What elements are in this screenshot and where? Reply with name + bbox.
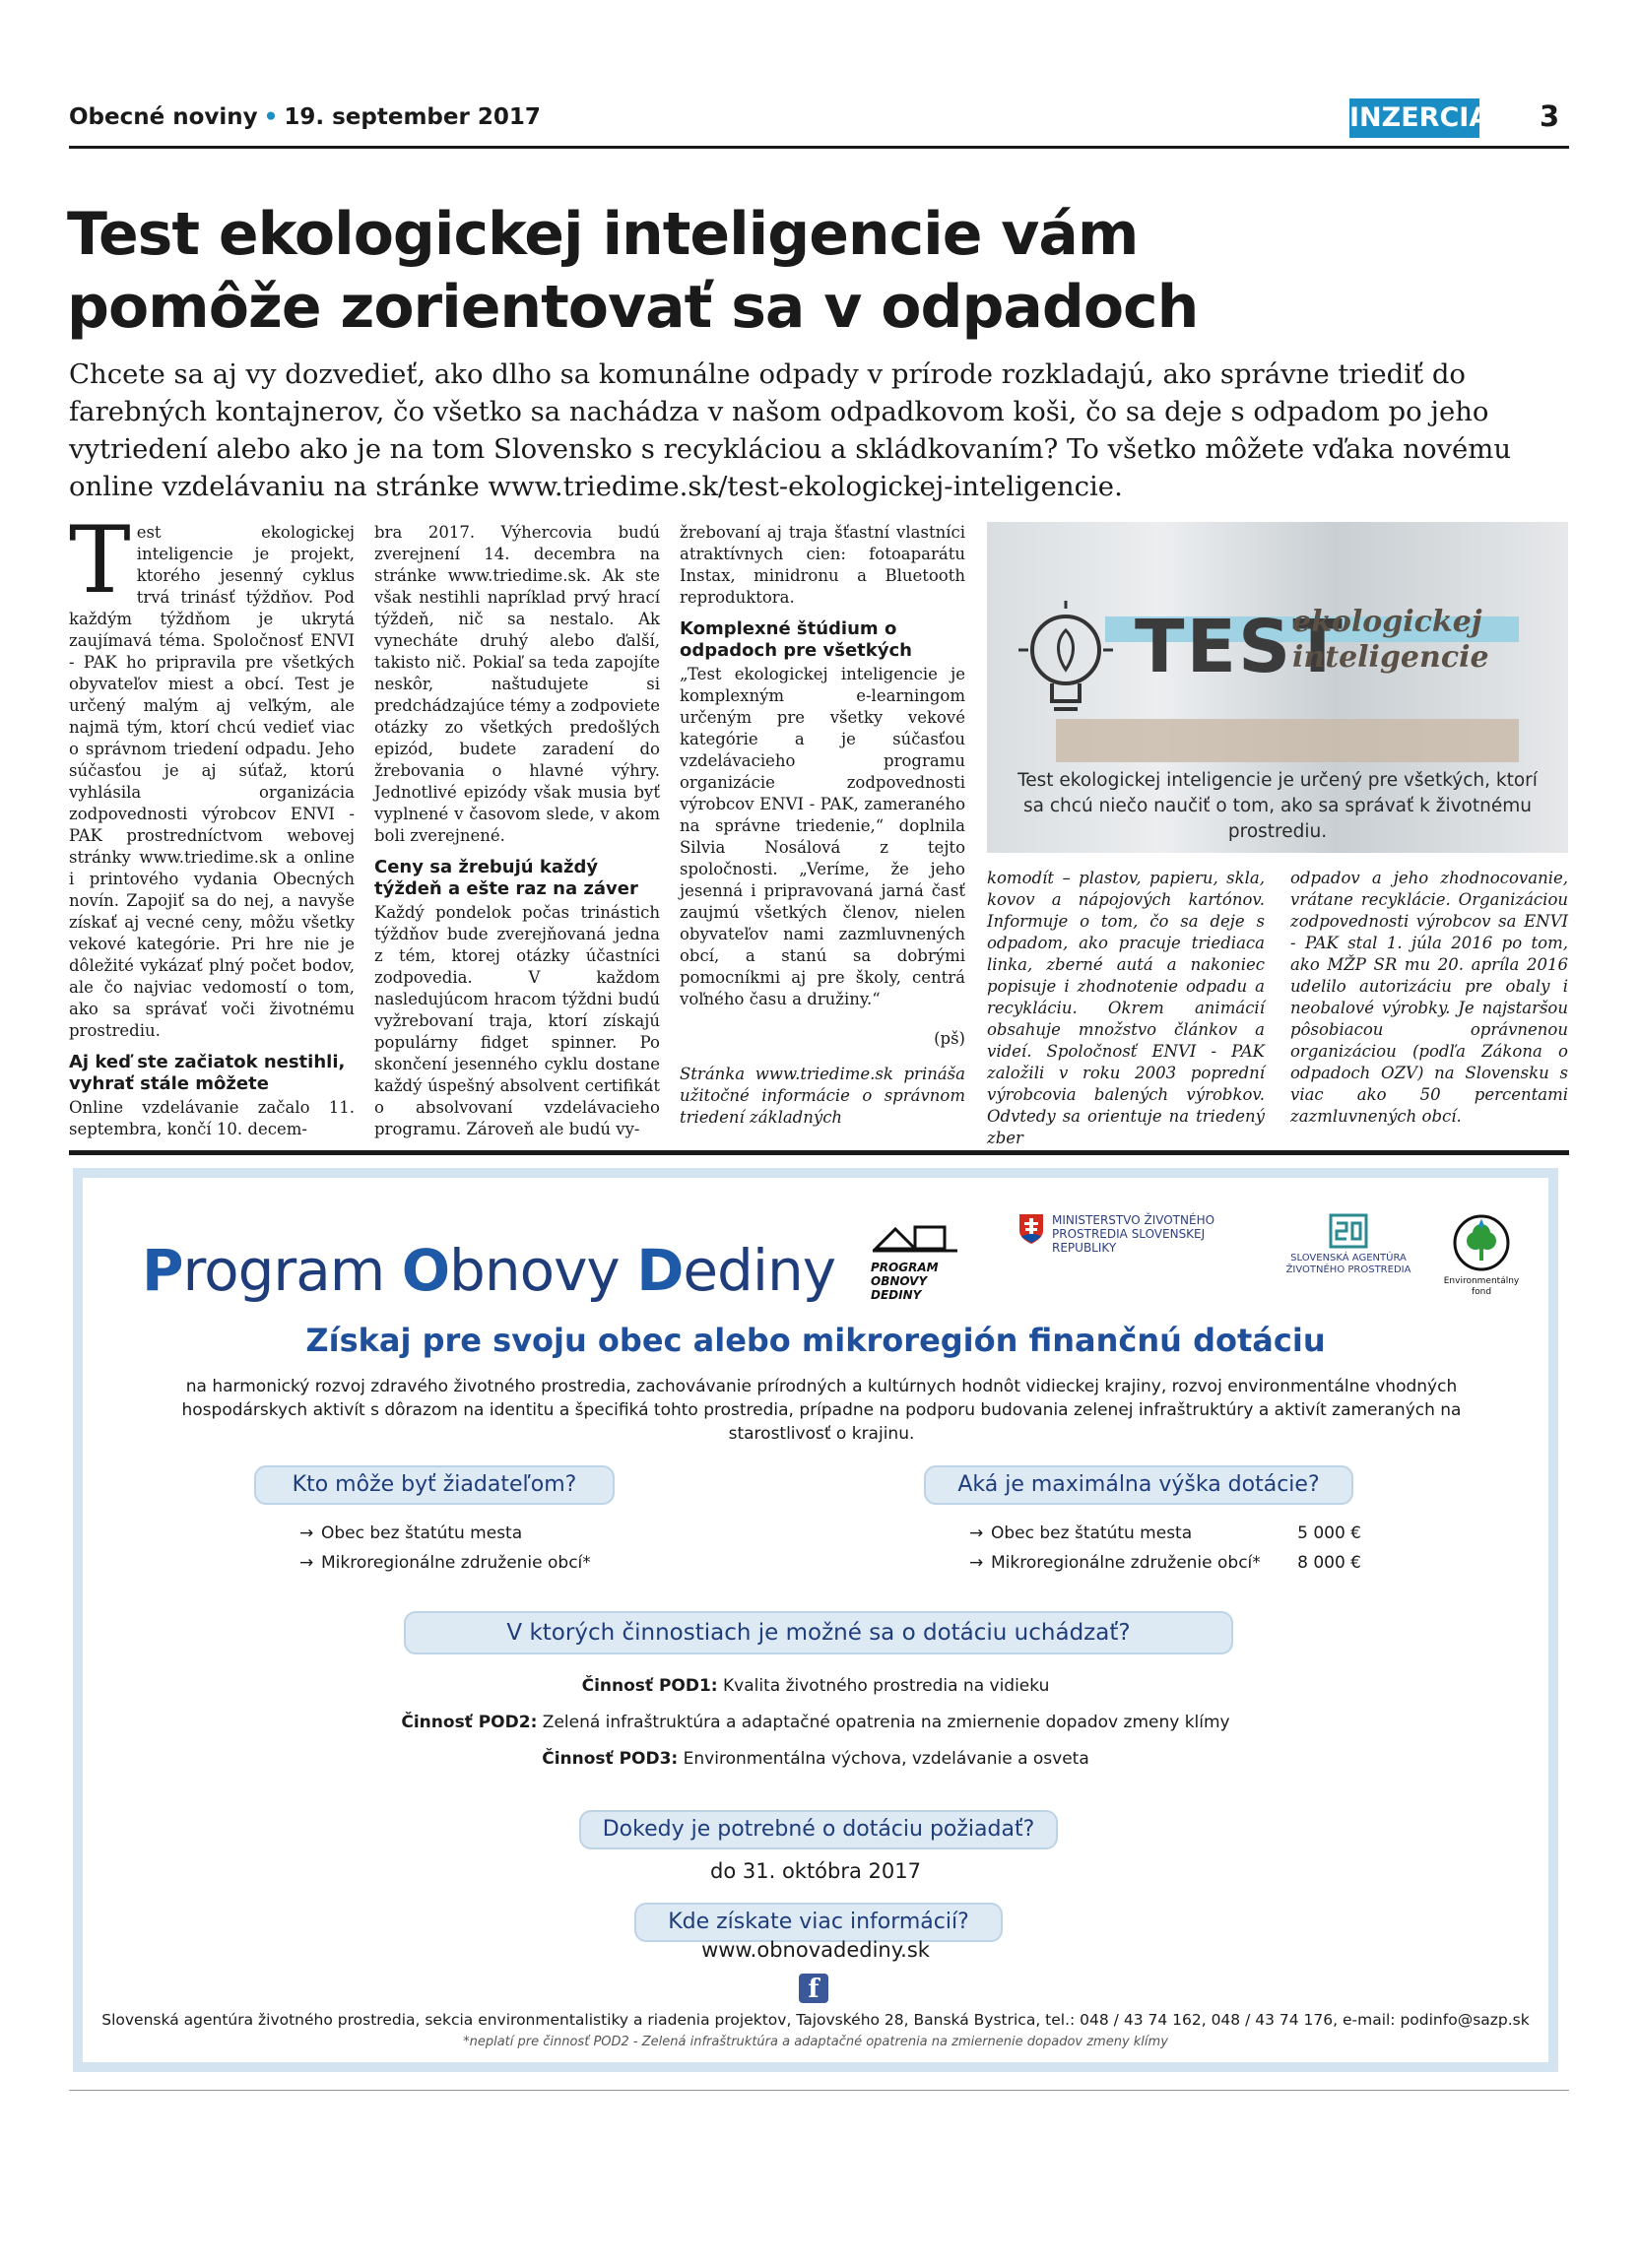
arrow-right-icon: → [299,1553,314,1573]
deadline-question: Dokedy je potrebné o dotáciu požiadať? [579,1810,1058,1849]
column-1-paragraph-2: Online vzdelávanie začalo 11. septembra, končí 10. decem- [69,1098,355,1138]
column-5-paragraph: odpadov a jeho zhodnocovanie, vrátane recyklácie. Organizáciou zodpovednosti výrobcov sa ENVI - PAK stal 1. júla 2016 po tom, ako MŽP SR mu 20. apríla 2016 udelilo autorizáciu pre obaly i neobalové výrobky. Je najstaršou pôsobiacou oprávnenou organizáciou (podľa Zákona o odpadoch OZV) na Slovensku s viac ako 50 percentami zazmluvnených obcí. [1290,869,1568,1126]
promo-word-3: inteligencie [1292,640,1489,675]
program-obnovy-dediny-ad [73,1168,1558,2072]
activities-question: V ktorých činnostiach je možné sa o dotáciu uchádzať? [404,1611,1233,1654]
article-column-2 [374,522,660,1140]
arrow-right-icon: → [299,1523,314,1543]
ad-intro: na harmonický rozvoj zdravého životného prostredia, zachovávanie prírodných a kultúrnych hodnôt vidieckej krajiny, rozvoj environmentálne vhodných hospodárskych aktivít s dôrazom na identitu a špecifiká tohto prostredia, prípadne na podporu budovania zelenej infraštruktúry a aktivít zameraných na starostlivosť o krajinu. [181,1377,1462,1444]
amount-list [969,1519,1361,1578]
amount-value: 5 000 € [1297,1523,1361,1543]
pod-logo: PROGRAM OBNOVY DEDINY [871,1213,979,1302]
village-house-icon [871,1213,959,1257]
top-rule [69,146,1569,149]
sazp-logo: SLOVENSKÁ AGENTÚRA ŽIVOTNÉHO PROSTREDIA [1284,1213,1412,1276]
test-promo-image [987,522,1568,853]
ad-contact: Slovenská agentúra životného prostredia, sekcia environmentalistiky a riadenia projektov, Tajovského 28, Banská Bystrica, tel.: 048 / 43 74 162, 048 / 43 74 176, e-mail: podinfo@sazp.sk [101,2011,1530,2029]
ad-headline: Získaj pre svoju obec alebo mikroregión finančnú dotáciu [305,1322,1326,1359]
ad-footnote: *neplatí pre činnosť POD2 - Zelená infraštruktúra a adaptačné opatrenia na zmiernenie dopadov zmeny klímy [463,2035,1168,2049]
page-bottom-rule [69,2090,1569,2091]
promo-word-test: TEST [1135,605,1345,689]
article-column-4 [987,868,1265,1149]
partner-logos [871,1213,1521,1312]
publication-name: Obecné noviny [69,104,258,130]
headline-line-2: pomôže zorientovať sa v odpadoch [67,273,1199,342]
headline-line-1: Test ekologickej inteligencie vám [67,200,1139,269]
article-lead: Chcete sa aj vy dozvedieť, ako dlho sa komunálne odpady v prírode rozkladajú, ako správne triediť do farebných kontajnerov, čo všetko sa nachádza v našom odpadkovom koši, čo sa deje s odpadom po jeho vytriedení alebo ako je na tom Slovensko s recykláciou a skládkovaním? To všetko môžete vďaka novému online vzdelávaniu na stránke www.triedime.sk/test-ekologickej-inteligencie. [69,358,1512,502]
tree-in-circle-icon [1452,1213,1511,1272]
article-column-3 [680,522,965,1129]
issue-date: 19. september 2017 [284,104,541,130]
column-3-paragraph-1: žrebovaní aj traja šťastní vlastníci atraktívnych cien: fotoaparátu Instax, minidronu a Bluetooth reproduktora. [680,523,965,607]
column-2-subhead: Ceny sa žrebujú každý týždeň a ešte raz na záver [374,857,638,899]
arrow-right-icon: → [969,1523,984,1543]
activity-item: Činnosť POD2: Zelená infraštruktúra a adaptačné opatrenia na zmiernenie dopadov zmeny klímy [401,1713,1230,1732]
amount-item: → Obec bez štatútu mesta 5 000 € [969,1519,1361,1548]
article-column-1 [69,507,355,1140]
section-tag: INZERCIA [1349,98,1479,138]
drop-cap: T [69,507,131,615]
activity-item: Činnosť POD1: Kvalita životného prostredia na vidieku [581,1676,1050,1696]
promo-subtitle [1292,605,1489,676]
facebook-icon[interactable]: f [799,1974,828,2003]
max-amount-question: Aká je maximálna výška dotácie? [924,1465,1353,1505]
column-3-paragraph-3: Stránka www.triedime.sk prináša užitočné informácie o správnom triedení základných [680,1065,965,1127]
promo-word-2: ekologickej [1292,605,1482,639]
article-headline [67,198,1574,344]
promo-caption: Test ekologickej inteligencie je určený pre všetkých, ktorí sa chcú niečo naučiť o tom, ako sa správať k životnému prostrediu. [1017,770,1538,842]
article-column-5 [1290,868,1568,1128]
column-2-paragraph-2: Každý pondelok počas trinástich týždňov bude zverejňovaná jedna z tém, ktorej otázky účastníci zodpovedia. V každom nasledujúcom hracom týždni budú vyžrebovaní traja, ktorí získajú populárny fidget spinner. Po skončení jesenného cyklu dostane každý úspešný absolvent certifikát o absolvovaní vzdelávacieho programu. Zároveň ale budú vy- [374,903,660,1138]
applicant-item: → Obec bez štatútu mesta [299,1519,654,1548]
column-2-paragraph-1: bra 2017. Výhercovia budú zverejnení 14. decembra na stránke www.triedime.sk. Ak ste však nestihli napríklad prvý hrací týždeň, nič sa nestalo. Ak vynecháte druhý alebo ďalší, takisto nič. Pokiaľ sa teda zapojíte neskôr, naštudujete si predchádzajúce témy a zodpoviete otázky zo všetkých predošlých epizód, budete zaradení do žrebovania o hlavné výhry. Jednotlivé epizódy však musia byť vyplnené v časovom slede, v akom boli zverejnené. [374,523,660,845]
masthead [69,104,541,130]
slovak-coat-of-arms-icon [1018,1213,1044,1245]
info-question: Kde získate viac informácií? [634,1903,1003,1942]
separator-dot: • [263,104,279,130]
promo-brown-band [1056,719,1519,762]
activity-item: Činnosť POD3: Environmentálna výchova, vzdelávanie a osveta [542,1749,1089,1769]
environmental-fund-logo: Environmentálny fond [1442,1213,1521,1298]
website-link[interactable]: www.obnovadediny.sk [701,1938,930,1962]
applicant-question: Kto môže byť žiadateľom? [254,1465,615,1505]
page-number: 3 [1540,99,1560,133]
activities-list [83,1668,1548,1778]
amount-value: 8 000 € [1297,1553,1361,1573]
author-signature: (pš) [934,1029,965,1048]
applicant-item: → Mikroregionálne združenie obcí* [299,1548,654,1578]
arrow-right-icon: → [969,1553,984,1573]
article-bottom-rule [69,1150,1569,1155]
applicant-list [299,1519,654,1578]
column-3-paragraph-2: „Test ekologickej inteligencie je komplexným e-learningom určeným pre všetky vekové kategórie a je súčasťou vzdelávacieho programu organizácie zodpovednosti výrobcov ENVI - PAK, zameraného na správne triedenie,“ doplnila Silvia Nosálová z tejto spoločnosti. „Veríme, že jeho jesenná i pripravovaná jarná časť zaujmú všetkých členov, nielen obyvateľov nami zazmluvnených obcí, a stanú sa dobrými pomocníkmi aj pre školy, centrá voľného času a družiny.“ [680,665,965,1008]
deadline-value: do 31. októbra 2017 [710,1859,921,1883]
amount-item: → Mikroregionálne združenie obcí* 8 000 € [969,1548,1361,1578]
ministry-logo: MINISTERSTVO ŽIVOTNÉHO PROSTREDIA SLOVENSKEJ REPUBLIKY [1018,1213,1235,1255]
column-4-paragraph: komodít – plastov, papieru, skla, kovov a nápojových kartónov. Informuje o tom, čo sa deje s odpadom, ako pracuje triediaca linka, zberné autá a nakoniec popisuje i zhodnotenie odpadu a recykláciu. Okrem animácií obsahuje množstvo článkov a videí. Spoločnosť ENVI - PAK založili v roku 2003 poprední výrobcovia balených výrobkov. Odvtedy sa orientuje na triedený zber [987,869,1265,1147]
sazp-emblem-icon [1329,1213,1368,1249]
column-3-subhead: Komplexné štúdium o odpadoch pre všetkých [680,618,912,661]
ad-title: Program Obnovy Dediny [142,1237,836,1304]
lightbulb-icon [1017,601,1115,729]
column-1-subhead: Aj keď ste začiatok nestihli, vyhrať stále môžete [69,1052,346,1094]
column-1-paragraph-1: est ekologickej inteligencie je projekt, ktorého jesenný cyklus trvá trinásť týždňov. Pod každým týždňom je ukrytá zaujímavá téma. Spoločnosť ENVI - PAK ho pripravila pre všetkých obyvateľov miest a obcí. Test je určený malým aj veľkým, ale najmä tým, ktorí chcú vedieť viac o správnom triedení odpadu. Jeho súčasťou je aj súťaž, ktorú vyhlásila organizácia zodpovednosti výrobcov ENVI - PAK prostredníctvom webovej stránky www.triedime.sk a online i printového vydania Obecných novín. Zapojiť sa do nej, a navyše získať aj vecné ceny, môžu všetky vekové kategórie. Pri hre nie je dôležité vykázať plný počet bodov, ale čo najviac vedomostí o tom, ako sa správať voči životnému prostrediu. [69,523,355,1040]
